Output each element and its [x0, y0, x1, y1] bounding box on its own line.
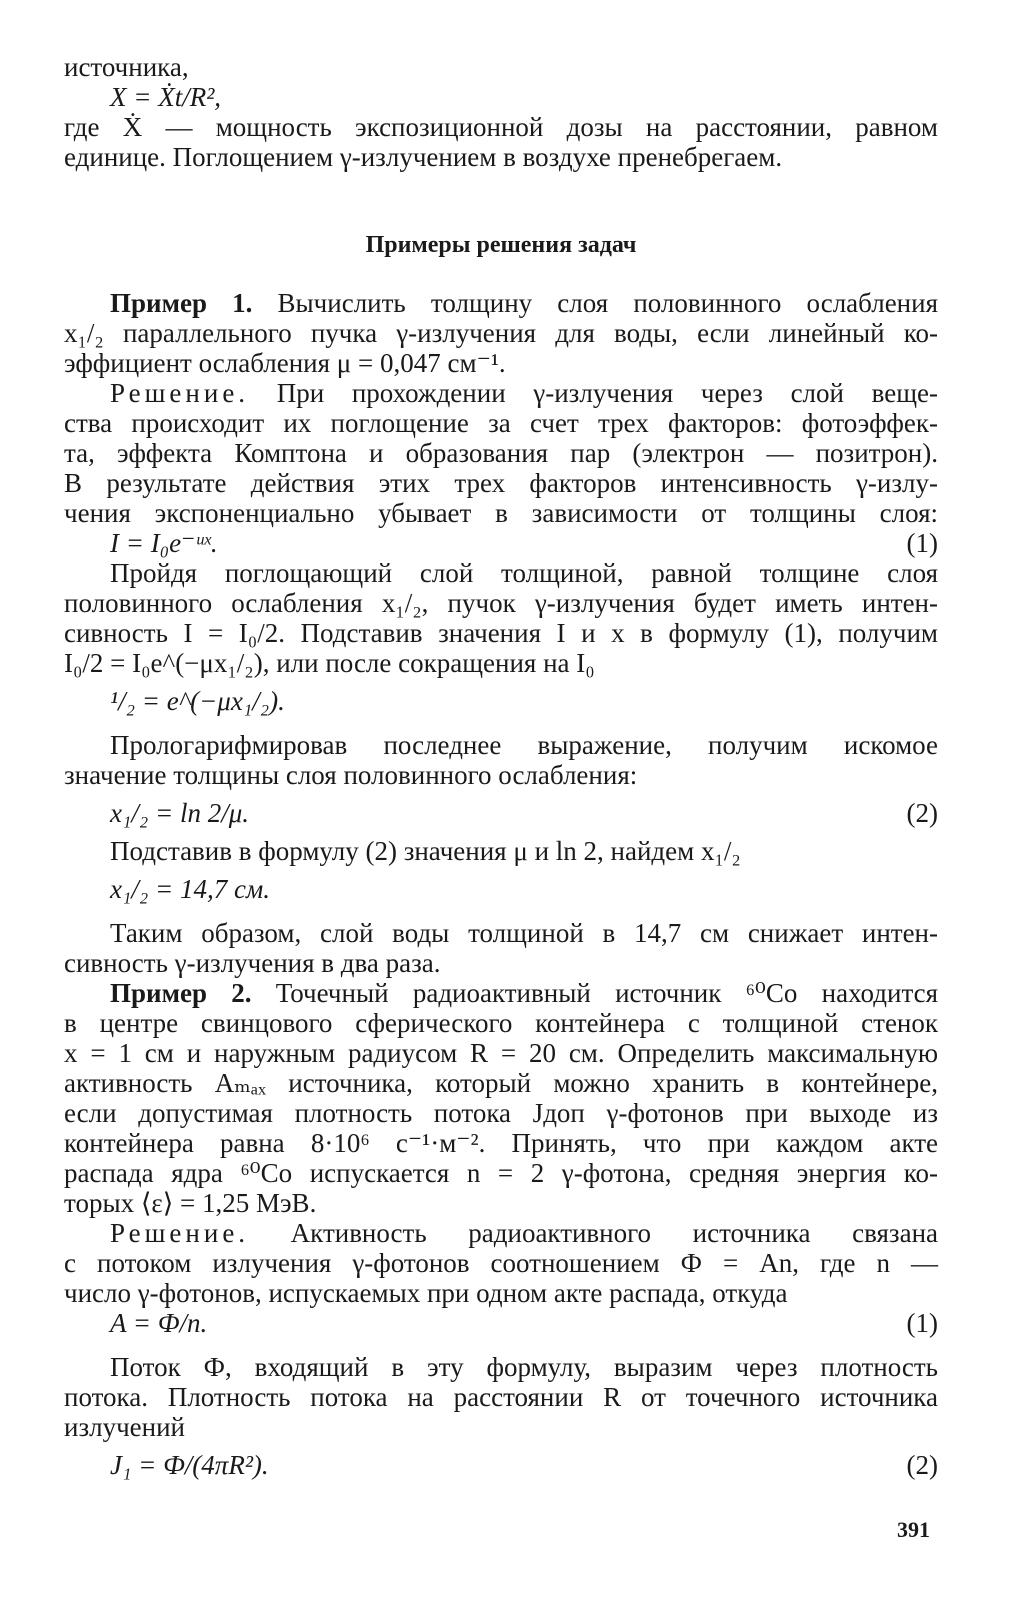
ex2-line-3: x = 1 см и наружным радиусом R = 20 см. Определить максимальную: [64, 1038, 938, 1068]
ex1-para-line-4: I₀/2 = I₀e^(−μx₁/₂), или после сокращения на I₀: [64, 648, 595, 678]
section-heading: Примеры решения задач: [365, 232, 637, 258]
ex1-solution-line-1-text: При прохождении γ-излучения через слой веще-: [249, 378, 938, 408]
ex2-solution-line-3: число γ-фотонов, испускаемых при одном акте распада, откуда: [64, 1278, 788, 1308]
ex2-line-4: активность Aₘₐₓ источника, который можно хранить в контейнере,: [64, 1068, 938, 1098]
ex1-log-line-1: Прологарифмировав последнее выражение, получим искомое: [110, 730, 938, 760]
ex1-para-line-3: сивность I = I₀/2. Подставив значения I и x в формулу (1), получим: [64, 618, 938, 648]
ex2-para-line-2: потока. Плотность потока на расстоянии R от точечного источника: [64, 1382, 938, 1412]
ex1-formula-1-text: I = I₀e⁻ᵘˣ.: [110, 528, 218, 558]
ex2-formula-1-number: (1): [906, 1308, 938, 1338]
ex2-line-6: контейнера равна 8·10⁶ с⁻¹·м⁻². Принять, что при каждом акте: [64, 1128, 938, 1158]
ex1-conclusion-line-1: Таким образом, слой воды толщиной в 14,7 см снижает интен-: [110, 918, 938, 948]
ex1-solution-label: Решение.: [110, 378, 250, 408]
ex1-solution-line-5: чения экспоненциально убывает в зависимости от толщины слоя:: [64, 498, 938, 528]
ex2-solution-line-1-text: Активность радиоактивного источника связана: [249, 1218, 938, 1248]
page-text: [64, 52, 938, 1480]
intro-line-1: источника,: [64, 52, 189, 82]
intro-formula-text: X = Ẋt/R²,: [110, 82, 222, 112]
intro-formula: [64, 82, 938, 112]
ex1-solution-line-3: та, эффекта Комптона и образования пар (электрон — позитрон).: [64, 438, 938, 468]
ex2-line-5: если допустимая плотность потока Jдоп γ-фотонов при выходе из: [64, 1098, 938, 1128]
ex1-formula-2-text: x₁/₂ = ln 2/μ.: [110, 798, 250, 828]
ex2-line-1-text: Точечный радиоактивный источник ⁶⁰Co находится: [251, 978, 938, 1008]
page-number: 391: [897, 1517, 930, 1542]
ex2-formula-1: [64, 1308, 938, 1338]
ex2-line-7: распада ядра ⁶⁰Co испускается n = 2 γ-фотона, средняя энергия ко-: [64, 1158, 938, 1188]
ex2-formula-1-text: A = Ф/n.: [110, 1308, 208, 1338]
ex1-line-1: [64, 288, 938, 318]
ex1-line-1-text: Вычислить толщину слоя половинного ослабления: [252, 288, 938, 318]
ex1-solution-line-4: В результате действия этих трех факторов интенсивность γ-излу-: [64, 468, 938, 498]
ex1-result-line-1: Подставив в формулу (2) значения μ и ln 2, найдем x₁/₂: [110, 836, 741, 866]
ex1-formula-1-number: (1): [906, 528, 938, 558]
ex2-para-line-3: излучений: [64, 1412, 185, 1442]
ex1-formula-half: [64, 686, 938, 716]
ex1-line-2: x₁/₂ параллельного пучка γ-излучения для воды, если линейный ко-: [64, 318, 938, 348]
ex2-line-2: в центре свинцового сферического контейнера с толщиной стенок: [64, 1008, 938, 1038]
ex2-solution-line-2: с потоком излучения γ-фотонов соотношением Ф = An, где n —: [64, 1248, 938, 1278]
ex2-line-1: [64, 978, 938, 1008]
ex1-formula-half-text: ¹/₂ = e^(−μx₁/₂).: [110, 686, 285, 716]
ex1-para-line-1: Пройдя поглощающий слой толщиной, равной толщине слоя: [110, 558, 938, 588]
intro-line-4: единице. Поглощением γ-излучением в воздухе пренебрегаем.: [64, 142, 783, 172]
ex1-para-line-2: половинного ослабления x₁/₂, пучок γ-излучения будет иметь интен-: [64, 588, 938, 618]
ex2-solution-label: Решение.: [110, 1218, 250, 1248]
intro-line-3: где Ẋ — мощность экспозиционной дозы на расстоянии, равном: [64, 112, 938, 142]
ex1-result-formula: [64, 874, 938, 904]
ex2-formula-2-text: J₁ = Ф/(4πR²).: [110, 1450, 269, 1480]
ex1-solution-line-1: [64, 378, 938, 408]
ex1-conclusion-line-2: сивность γ-излучения в два раза.: [64, 948, 441, 978]
ex1-label: Пример 1.: [110, 288, 253, 318]
ex1-result-formula-text: x₁/₂ = 14,7 см.: [110, 874, 270, 904]
ex1-formula-1: [64, 528, 938, 558]
ex2-formula-2-number: (2): [906, 1450, 938, 1480]
ex1-line-3: эффициент ослабления μ = 0,047 см⁻¹.: [64, 348, 506, 378]
ex2-line-8: торых ⟨ε⟩ = 1,25 МэВ.: [64, 1188, 317, 1218]
ex1-log-line-2: значение толщины слоя половинного ослабления:: [64, 760, 638, 790]
ex2-formula-2: [64, 1450, 938, 1480]
ex1-formula-2-number: (2): [906, 798, 938, 828]
ex2-label: Пример 2.: [110, 978, 252, 1008]
ex2-para-line-1: Поток Ф, входящий в эту формулу, выразим через плотность: [110, 1352, 938, 1382]
ex2-solution-line-1: [64, 1218, 938, 1248]
ex1-formula-2: [64, 798, 938, 828]
ex1-solution-line-2: ства происходит их поглощение за счет трех факторов: фотоэффек-: [64, 408, 938, 438]
